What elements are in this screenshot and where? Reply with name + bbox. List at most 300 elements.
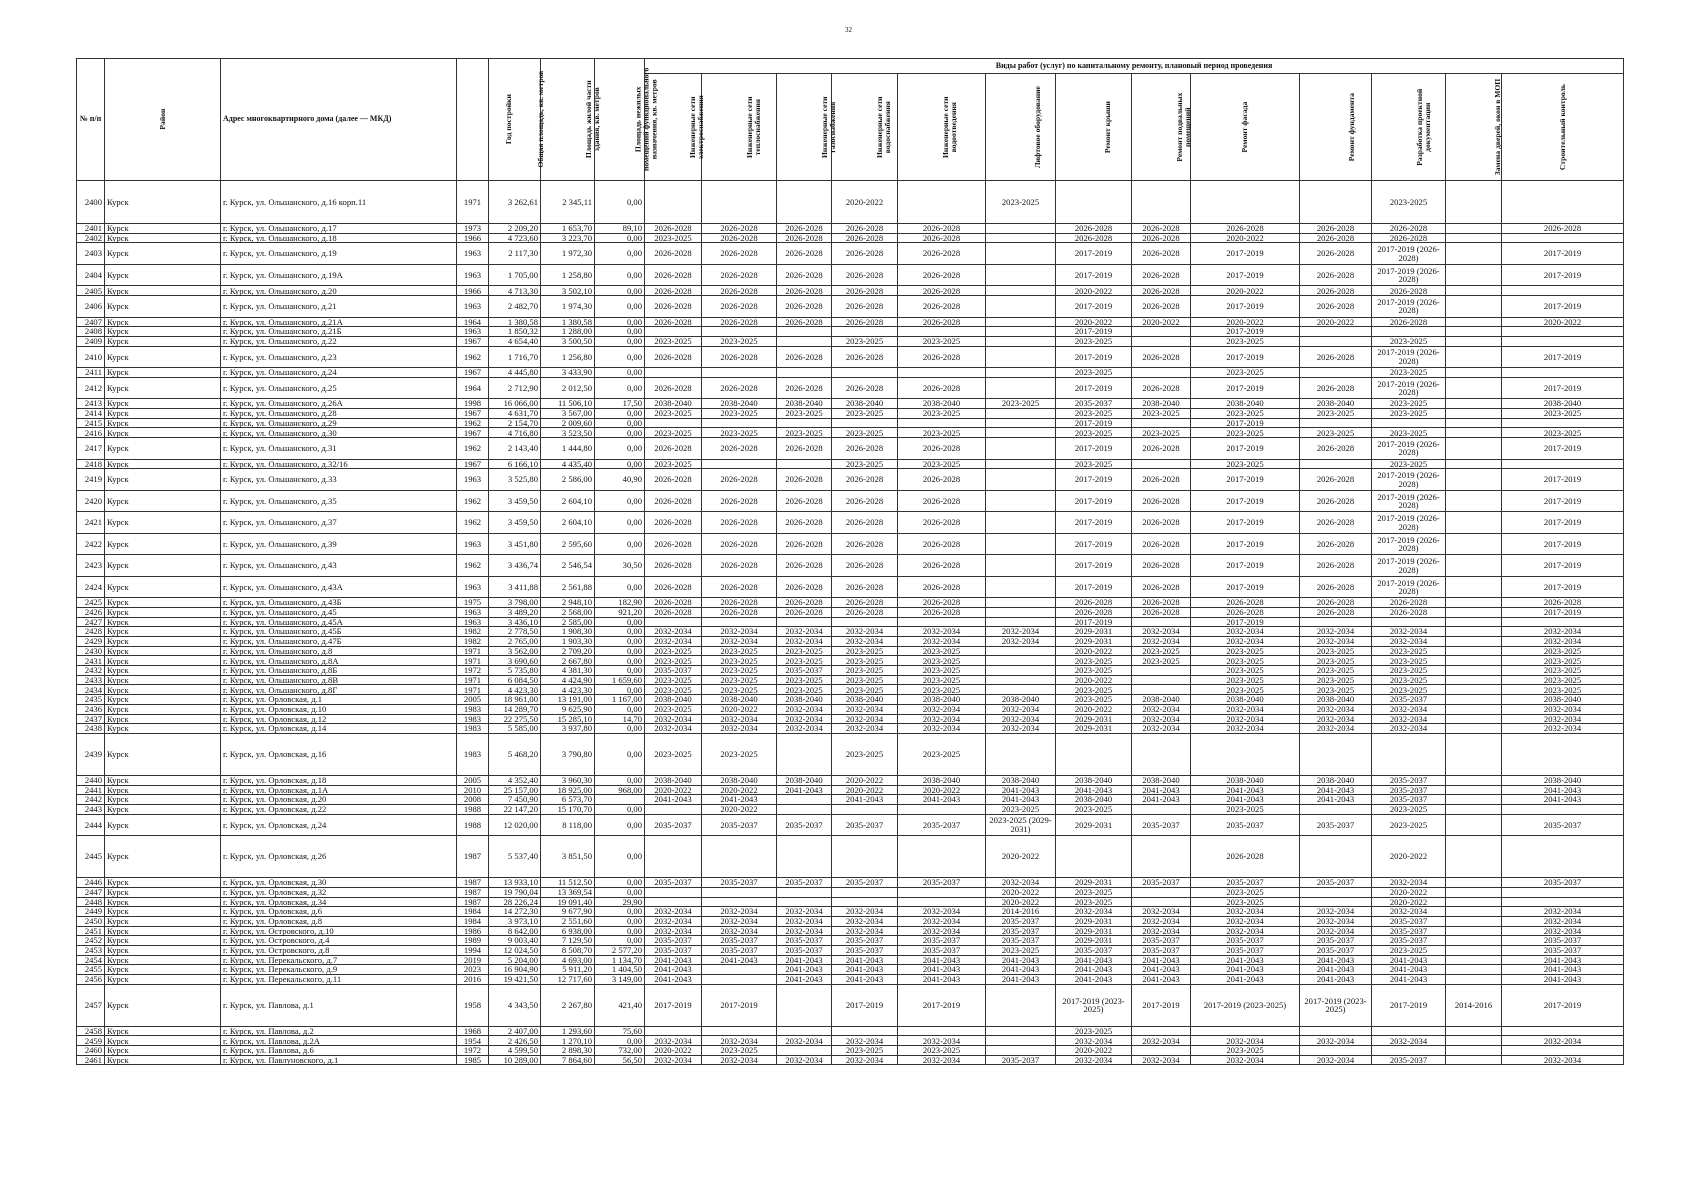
table-cell-col-8: 2020-2022	[702, 804, 777, 814]
table-cell-col-12	[986, 490, 1056, 512]
header-col-4: Общая площадь, кв. метров	[489, 59, 541, 181]
table-cell-col-15: 2017-2019	[1191, 296, 1300, 318]
table-cell-col-3: 1983	[457, 733, 489, 775]
table-cell-col-4: 5 735,80	[489, 666, 541, 676]
table-cell-col-3: 1998	[457, 399, 489, 409]
table-cell-col-9: 2026-2028	[777, 243, 832, 265]
table-cell-col-9: 2026-2028	[777, 438, 832, 460]
table-cell-col-1: Курск	[105, 955, 221, 965]
table-cell-col-16	[1300, 459, 1372, 469]
table-cell-col-11: 2026-2028	[898, 576, 986, 598]
table-cell-col-6: 0,00	[595, 428, 645, 438]
table-cell-col-11: 2026-2028	[898, 296, 986, 318]
table-cell-col-13: 2035-2037	[1056, 399, 1132, 409]
table-cell-col-0: 2429	[77, 637, 105, 647]
table-cell-col-17: 2026-2028	[1372, 598, 1446, 608]
table-cell-col-15: 2032-2034	[1191, 704, 1300, 714]
table-row	[77, 804, 1624, 814]
table-cell-col-19: 2041-2043	[1502, 975, 1624, 985]
table-cell-col-7: 2023-2025	[645, 428, 702, 438]
table-cell-col-19: 2017-2019	[1502, 555, 1624, 577]
table-cell-col-16: 2026-2028	[1300, 607, 1372, 617]
table-cell-col-16: 2020-2022	[1300, 317, 1372, 327]
table-cell-col-9: 2023-2025	[777, 656, 832, 666]
table-cell-col-11	[898, 836, 986, 878]
table-cell-col-11: 2038-2040	[898, 695, 986, 705]
table-cell-col-19	[1502, 327, 1624, 337]
table-cell-col-11: 2026-2028	[898, 533, 986, 555]
table-cell-col-0: 2406	[77, 296, 105, 318]
table-cell-col-9: 2026-2028	[777, 317, 832, 327]
table-cell-col-17: 2023-2025	[1372, 666, 1446, 676]
table-cell-col-7: 2026-2028	[645, 607, 702, 617]
table-cell-col-14: 2032-2034	[1132, 724, 1191, 734]
table-cell-col-19	[1502, 181, 1624, 224]
table-cell-col-6: 89,10	[595, 224, 645, 234]
table-cell-col-15: 2017-2019	[1191, 512, 1300, 534]
table-cell-col-19: 2038-2040	[1502, 775, 1624, 785]
table-cell-col-13: 2017-2019	[1056, 243, 1132, 265]
table-cell-col-15: 2023-2025	[1191, 459, 1300, 469]
table-cell-col-5: 4 423,30	[541, 685, 595, 695]
table-cell-col-6: 0,00	[595, 926, 645, 936]
table-cell-col-14: 2026-2028	[1132, 555, 1191, 577]
table-cell-col-0: 2411	[77, 368, 105, 378]
table-cell-col-4: 12 020,00	[489, 814, 541, 836]
table-row	[77, 1036, 1624, 1046]
table-cell-col-5: 1 293,60	[541, 1026, 595, 1036]
table-cell-col-4: 2 154,70	[489, 418, 541, 428]
table-cell-col-3: 1964	[457, 317, 489, 327]
table-cell-col-15: 2035-2037	[1191, 945, 1300, 955]
table-cell-col-12: 2020-2022	[986, 887, 1056, 897]
table-cell-col-7: 2026-2028	[645, 243, 702, 265]
table-cell-col-10: 2023-2025	[832, 685, 898, 695]
table-cell-col-9: 2038-2040	[777, 775, 832, 785]
table-cell-col-7: 2032-2034	[645, 637, 702, 647]
table-cell-col-4: 3 459,50	[489, 512, 541, 534]
table-cell-col-10: 2023-2025	[832, 428, 898, 438]
table-cell-col-19: 2020-2022	[1502, 317, 1624, 327]
table-cell-col-15: 2017-2019	[1191, 490, 1300, 512]
table-cell-col-3: 2016	[457, 975, 489, 985]
table-row	[77, 878, 1624, 888]
table-cell-col-6: 0,00	[595, 327, 645, 337]
table-cell-col-14: 2032-2034	[1132, 907, 1191, 917]
table-cell-col-18	[1446, 955, 1502, 965]
table-cell-col-16: 2032-2034	[1300, 637, 1372, 647]
table-cell-col-11: 2026-2028	[898, 607, 986, 617]
table-cell-col-14: 2026-2028	[1132, 438, 1191, 460]
table-cell-col-15: 2032-2034	[1191, 724, 1300, 734]
table-cell-col-5: 1 653,70	[541, 224, 595, 234]
table-cell-col-13: 2020-2022	[1056, 1046, 1132, 1056]
table-cell-col-4: 4 423,30	[489, 685, 541, 695]
table-cell-col-1: Курск	[105, 724, 221, 734]
table-cell-col-13: 2020-2022	[1056, 317, 1132, 327]
table-cell-col-5: 1 974,30	[541, 296, 595, 318]
table-cell-col-5: 3 223,70	[541, 233, 595, 243]
table-cell-col-15: 2041-2043	[1191, 795, 1300, 805]
table-cell-col-15: 2017-2019	[1191, 327, 1300, 337]
table-cell-col-18	[1446, 533, 1502, 555]
table-cell-col-10: 2032-2034	[832, 916, 898, 926]
table-cell-col-5: 2 595,60	[541, 533, 595, 555]
table-cell-col-0: 2415	[77, 418, 105, 428]
table-cell-col-7: 2035-2037	[645, 878, 702, 888]
table-cell-col-0: 2430	[77, 646, 105, 656]
table-cell-col-0: 2440	[77, 775, 105, 785]
table-cell-col-2: г. Курск, ул. Ольшанского, д.28	[221, 409, 457, 419]
table-cell-col-8: 2026-2028	[702, 346, 777, 368]
table-cell-col-8: 2035-2037	[702, 814, 777, 836]
table-cell-col-14: 2026-2028	[1132, 533, 1191, 555]
table-cell-col-13: 2029-2031	[1056, 714, 1132, 724]
table-cell-col-9: 2026-2028	[777, 533, 832, 555]
table-cell-col-10: 2035-2037	[832, 814, 898, 836]
table-cell-col-3: 2005	[457, 775, 489, 785]
table-cell-col-13: 2023-2025	[1056, 695, 1132, 705]
table-cell-col-18	[1446, 724, 1502, 734]
table-row	[77, 724, 1624, 734]
table-cell-col-18	[1446, 617, 1502, 627]
table-cell-col-19: 2032-2034	[1502, 714, 1624, 724]
table-cell-col-14: 2026-2028	[1132, 490, 1191, 512]
table-cell-col-3: 1967	[457, 459, 489, 469]
table-cell-col-1: Курск	[105, 264, 221, 286]
table-cell-col-14	[1132, 336, 1191, 346]
table-cell-col-6: 0,00	[595, 836, 645, 878]
table-cell-col-6: 0,00	[595, 936, 645, 946]
table-cell-col-14: 2035-2037	[1132, 814, 1191, 836]
table-cell-col-8: 2026-2028	[702, 377, 777, 399]
table-cell-col-0: 2424	[77, 576, 105, 598]
table-cell-col-8: 2026-2028	[702, 607, 777, 617]
table-cell-col-2: г. Курск, ул. Орловская, д.18	[221, 775, 457, 785]
table-cell-col-9: 2032-2034	[777, 1036, 832, 1046]
table-cell-col-1: Курск	[105, 512, 221, 534]
table-cell-col-15: 2020-2022	[1191, 233, 1300, 243]
table-cell-col-1: Курск	[105, 887, 221, 897]
table-cell-col-17: 2035-2037	[1372, 1055, 1446, 1065]
table-cell-col-4: 8 642,00	[489, 926, 541, 936]
table-row	[77, 243, 1624, 265]
table-cell-col-3: 1962	[457, 418, 489, 428]
table-cell-col-16: 2026-2028	[1300, 224, 1372, 234]
table-cell-col-2: г. Курск, ул. Ольшанского, д.23	[221, 346, 457, 368]
table-cell-col-1: Курск	[105, 775, 221, 785]
table-cell-col-3: 1967	[457, 336, 489, 346]
table-cell-col-4: 1 716,70	[489, 346, 541, 368]
table-cell-col-16: 2026-2028	[1300, 490, 1372, 512]
table-cell-col-10: 2026-2028	[832, 576, 898, 598]
table-cell-col-14: 2032-2034	[1132, 637, 1191, 647]
table-cell-col-10: 2035-2037	[832, 878, 898, 888]
table-cell-col-11: 2035-2037	[898, 814, 986, 836]
table-cell-col-14: 2032-2034	[1132, 916, 1191, 926]
table-cell-col-6: 0,00	[595, 666, 645, 676]
table-cell-col-1: Курск	[105, 878, 221, 888]
table-cell-col-14: 2026-2028	[1132, 377, 1191, 399]
table-cell-col-11	[898, 1026, 986, 1036]
table-cell-col-5: 13 369,54	[541, 887, 595, 897]
table-cell-col-9: 2026-2028	[777, 286, 832, 296]
table-cell-col-8: 2026-2028	[702, 296, 777, 318]
table-cell-col-12	[986, 409, 1056, 419]
table-cell-col-6: 2 577,20	[595, 945, 645, 955]
table-cell-col-7: 2026-2028	[645, 224, 702, 234]
table-cell-col-18	[1446, 607, 1502, 617]
table-cell-col-6: 0,00	[595, 336, 645, 346]
table-cell-col-8: 2035-2037	[702, 945, 777, 955]
table-cell-col-0: 2421	[77, 512, 105, 534]
table-cell-col-15: 2020-2022	[1191, 286, 1300, 296]
table-cell-col-11: 2041-2043	[898, 975, 986, 985]
table-cell-col-17	[1372, 418, 1446, 428]
table-cell-col-11: 2026-2028	[898, 346, 986, 368]
table-cell-col-7	[645, 804, 702, 814]
table-cell-col-0: 2416	[77, 428, 105, 438]
table-cell-col-1: Курск	[105, 965, 221, 975]
table-cell-col-0: 2409	[77, 336, 105, 346]
table-cell-col-3: 1967	[457, 428, 489, 438]
table-row	[77, 965, 1624, 975]
table-cell-col-6: 0,00	[595, 685, 645, 695]
table-cell-col-13: 2026-2028	[1056, 598, 1132, 608]
table-cell-col-6: 0,00	[595, 576, 645, 598]
table-cell-col-8: 2032-2034	[702, 724, 777, 734]
table-cell-col-6: 0,00	[595, 646, 645, 656]
table-cell-col-8: 2026-2028	[702, 438, 777, 460]
table-cell-col-15: 2017-2019	[1191, 377, 1300, 399]
table-cell-col-16: 2026-2028	[1300, 598, 1372, 608]
table-cell-col-10: 2023-2025	[832, 666, 898, 676]
table-row	[77, 675, 1624, 685]
table-cell-col-9	[777, 804, 832, 814]
header-col-9: Инженерные сети газоснабжения	[777, 74, 832, 181]
table-cell-col-4: 5 585,00	[489, 724, 541, 734]
table-cell-col-16: 2035-2037	[1300, 814, 1372, 836]
table-cell-col-10: 2041-2043	[832, 965, 898, 975]
table-cell-col-19	[1502, 418, 1624, 428]
table-cell-col-10: 2026-2028	[832, 512, 898, 534]
table-cell-col-10: 2026-2028	[832, 377, 898, 399]
table-cell-col-5: 11 506,10	[541, 399, 595, 409]
table-cell-col-7: 2026-2028	[645, 490, 702, 512]
table-cell-col-3: 1962	[457, 346, 489, 368]
table-cell-col-11: 2023-2025	[898, 409, 986, 419]
table-cell-col-13: 2023-2025	[1056, 897, 1132, 907]
table-cell-col-12: 2032-2034	[986, 724, 1056, 734]
table-cell-col-5: 1 444,80	[541, 438, 595, 460]
table-cell-col-16: 2035-2037	[1300, 936, 1372, 946]
table-cell-col-16: 2038-2040	[1300, 399, 1372, 409]
table-cell-col-4: 13 933,10	[489, 878, 541, 888]
table-cell-col-2: г. Курск, ул. Орловская, д.10	[221, 704, 457, 714]
table-cell-col-6: 0,00	[595, 459, 645, 469]
table-cell-col-6: 29,90	[595, 897, 645, 907]
table-cell-col-18	[1446, 181, 1502, 224]
table-cell-col-13: 2017-2019	[1056, 418, 1132, 428]
table-cell-col-1: Курск	[105, 346, 221, 368]
table-cell-col-5: 2 568,00	[541, 607, 595, 617]
table-cell-col-17: 2035-2037	[1372, 795, 1446, 805]
table-cell-col-17: 2020-2022	[1372, 897, 1446, 907]
table-cell-col-0: 2412	[77, 377, 105, 399]
table-cell-col-18	[1446, 926, 1502, 936]
table-cell-col-12	[986, 656, 1056, 666]
table-cell-col-4: 16 066,00	[489, 399, 541, 409]
table-cell-col-16: 2026-2028	[1300, 264, 1372, 286]
table-cell-col-4: 1 705,00	[489, 264, 541, 286]
table-cell-col-17: 2026-2028	[1372, 286, 1446, 296]
table-cell-col-0: 2432	[77, 666, 105, 676]
table-cell-col-13: 2023-2025	[1056, 336, 1132, 346]
table-cell-col-18	[1446, 795, 1502, 805]
table-cell-col-10: 2032-2034	[832, 724, 898, 734]
table-cell-col-7: 2032-2034	[645, 916, 702, 926]
table-cell-col-13	[1056, 181, 1132, 224]
table-cell-col-13: 2041-2043	[1056, 975, 1132, 985]
table-row	[77, 399, 1624, 409]
table-cell-col-19	[1502, 1026, 1624, 1036]
table-cell-col-16: 2026-2028	[1300, 438, 1372, 460]
table-cell-col-8: 2032-2034	[702, 714, 777, 724]
table-cell-col-2: г. Курск, ул. Островского, д.8	[221, 945, 457, 955]
table-cell-col-19: 2023-2025	[1502, 409, 1624, 419]
table-cell-col-12	[986, 685, 1056, 695]
table-cell-col-17: 2032-2034	[1372, 704, 1446, 714]
table-cell-col-5: 7 129,50	[541, 936, 595, 946]
table-cell-col-19	[1502, 459, 1624, 469]
table-cell-col-12	[986, 233, 1056, 243]
table-cell-col-10: 2041-2043	[832, 795, 898, 805]
table-cell-col-11: 2035-2037	[898, 936, 986, 946]
table-cell-col-4: 4 343,50	[489, 984, 541, 1026]
table-cell-col-12	[986, 368, 1056, 378]
table-cell-col-6: 0,00	[595, 317, 645, 327]
table-cell-col-7: 2023-2025	[645, 685, 702, 695]
table-cell-col-8	[702, 836, 777, 878]
table-cell-col-13: 2026-2028	[1056, 607, 1132, 617]
table-cell-col-17: 2023-2025	[1372, 646, 1446, 656]
table-cell-col-16: 2017-2019 (2023-2025)	[1300, 984, 1372, 1026]
table-cell-col-9: 2032-2034	[777, 704, 832, 714]
table-cell-col-5: 2 604,10	[541, 490, 595, 512]
table-cell-col-4: 3 436,10	[489, 617, 541, 627]
table-cell-col-15: 2038-2040	[1191, 399, 1300, 409]
table-cell-col-6: 17,50	[595, 399, 645, 409]
header-col-6: Площадь нежилых помещений функционального назначения, кв. метров	[595, 59, 645, 181]
table-cell-col-1: Курск	[105, 637, 221, 647]
table-cell-col-0: 2454	[77, 955, 105, 965]
table-cell-col-5: 2 561,88	[541, 576, 595, 598]
table-cell-col-13: 2026-2028	[1056, 233, 1132, 243]
table-cell-col-18	[1446, 936, 1502, 946]
table-row	[77, 1026, 1624, 1036]
table-cell-col-3: 1971	[457, 181, 489, 224]
table-cell-col-8: 2023-2025	[702, 666, 777, 676]
table-cell-col-2: г. Курск, ул. Ольшанского, д.43	[221, 555, 457, 577]
table-cell-col-9: 2032-2034	[777, 926, 832, 936]
table-cell-col-19: 2017-2019	[1502, 296, 1624, 318]
table-cell-col-5: 3 790,80	[541, 733, 595, 775]
table-cell-col-17: 2023-2025	[1372, 428, 1446, 438]
table-cell-col-4: 10 289,00	[489, 1055, 541, 1065]
table-cell-col-0: 2437	[77, 714, 105, 724]
table-cell-col-16: 2026-2028	[1300, 296, 1372, 318]
table-cell-col-1: Курск	[105, 224, 221, 234]
table-cell-col-13: 2020-2022	[1056, 704, 1132, 714]
table-row	[77, 916, 1624, 926]
table-cell-col-10: 2035-2037	[832, 945, 898, 955]
table-cell-col-4: 2 407,00	[489, 1026, 541, 1036]
table-cell-col-3: 1987	[457, 836, 489, 878]
table-cell-col-1: Курск	[105, 646, 221, 656]
table-cell-col-16: 2023-2025	[1300, 656, 1372, 666]
table-cell-col-5: 2 604,10	[541, 512, 595, 534]
table-cell-col-18	[1446, 666, 1502, 676]
table-cell-col-2: г. Курск, ул. Ольшанского, д.43А	[221, 576, 457, 598]
table-cell-col-6: 14,70	[595, 714, 645, 724]
table-cell-col-6: 0,00	[595, 233, 645, 243]
table-cell-col-8: 2032-2034	[702, 926, 777, 936]
table-cell-col-1: Курск	[105, 296, 221, 318]
table-cell-col-6: 1 659,60	[595, 675, 645, 685]
table-cell-col-13: 2029-2031	[1056, 936, 1132, 946]
table-cell-col-16: 2026-2028	[1300, 233, 1372, 243]
table-cell-col-7	[645, 887, 702, 897]
table-cell-col-17: 2023-2025	[1372, 945, 1446, 955]
table-cell-col-11: 2023-2025	[898, 685, 986, 695]
table-cell-col-10	[832, 836, 898, 878]
table-row	[77, 409, 1624, 419]
header-col-12: Лифтовое оборудование	[986, 74, 1056, 181]
table-cell-col-17: 2035-2037	[1372, 926, 1446, 936]
table-cell-col-14: 2041-2043	[1132, 795, 1191, 805]
table-cell-col-16: 2026-2028	[1300, 243, 1372, 265]
table-row	[77, 296, 1624, 318]
table-cell-col-9: 2032-2034	[777, 627, 832, 637]
table-cell-col-1: Курск	[105, 459, 221, 469]
table-cell-col-18: 2014-2016	[1446, 984, 1502, 1026]
table-cell-col-8: 2026-2028	[702, 598, 777, 608]
table-cell-col-8: 2026-2028	[702, 224, 777, 234]
table-cell-col-19: 2038-2040	[1502, 695, 1624, 705]
table-cell-col-19: 2017-2019	[1502, 490, 1624, 512]
table-cell-col-7: 2023-2025	[645, 733, 702, 775]
table-cell-col-12: 2020-2022	[986, 897, 1056, 907]
table-cell-col-4: 2 778,50	[489, 627, 541, 637]
table-cell-col-7: 2038-2040	[645, 775, 702, 785]
table-cell-col-1: Курск	[105, 975, 221, 985]
table-cell-col-9: 2026-2028	[777, 296, 832, 318]
table-cell-col-15: 2041-2043	[1191, 785, 1300, 795]
table-row	[77, 533, 1624, 555]
table-cell-col-12: 2032-2034	[986, 714, 1056, 724]
table-cell-col-2: г. Курск, ул. Ольшанского, д.35	[221, 490, 457, 512]
table-cell-col-8: 2023-2025	[702, 675, 777, 685]
table-cell-col-11: 2026-2028	[898, 438, 986, 460]
table-cell-col-6: 56,50	[595, 1055, 645, 1065]
table-cell-col-8: 2020-2022	[702, 785, 777, 795]
table-cell-col-3: 1984	[457, 907, 489, 917]
table-cell-col-4: 4 713,30	[489, 286, 541, 296]
table-cell-col-5: 5 911,20	[541, 965, 595, 975]
table-cell-col-12: 2023-2025	[986, 804, 1056, 814]
table-cell-col-15: 2023-2025	[1191, 368, 1300, 378]
table-cell-col-8: 2032-2034	[702, 627, 777, 637]
